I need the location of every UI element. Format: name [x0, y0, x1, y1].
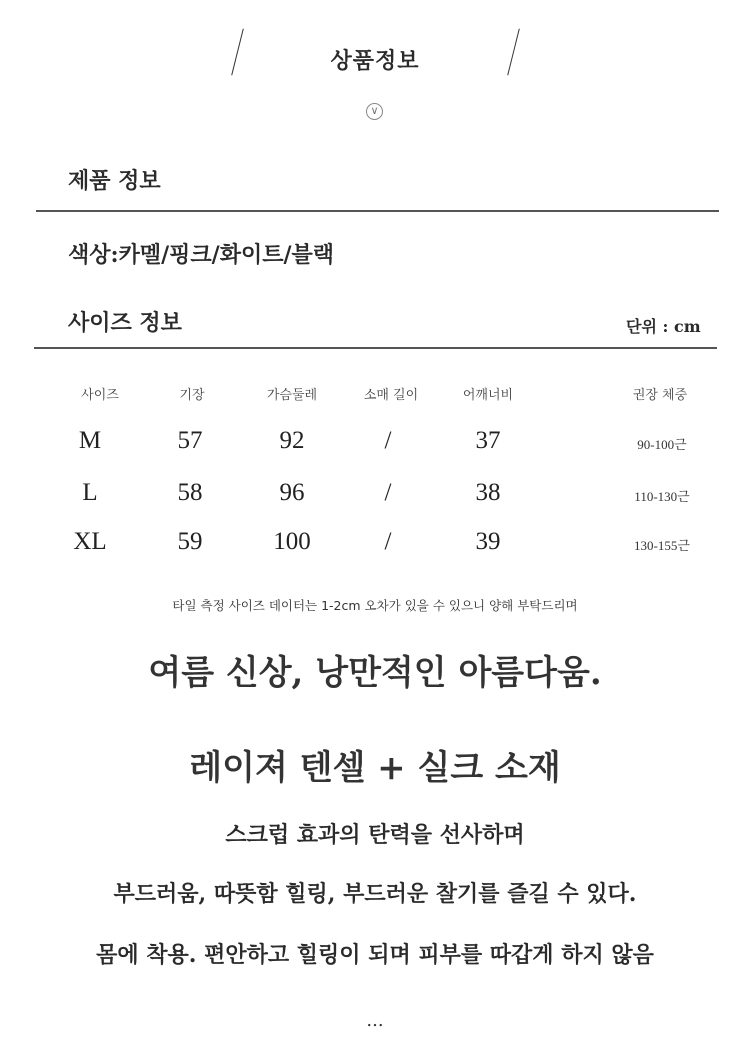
chevron-down-circle-icon: ∨ — [366, 103, 383, 120]
table-cell: 59 — [177, 528, 203, 555]
table-cell: 57 — [177, 427, 203, 454]
ellipsis: ... — [366, 1010, 384, 1031]
table-cell: 110-130근 — [634, 489, 690, 504]
description-line: 부드러움, 따뜻함 힐링, 부드러운 찰기를 즐길 수 있다. — [113, 881, 637, 907]
divider — [34, 347, 717, 349]
table-cell: / — [384, 528, 392, 555]
table-cell: 130-155근 — [634, 538, 690, 553]
promo-headline: 여름 신상, 낭만적인 아름다움. — [148, 653, 602, 693]
table-cell: / — [384, 427, 392, 454]
description-line: 스크럽 효과의 탄력을 선사하며 — [225, 822, 525, 848]
table-cell: 39 — [475, 528, 501, 555]
size-info-title: 사이즈 정보 — [68, 310, 182, 336]
column-header: 사이즈 — [81, 388, 119, 403]
divider — [36, 210, 719, 212]
product-info-title: 제품 정보 — [68, 168, 161, 194]
table-cell: 100 — [273, 528, 311, 555]
table-cell: M — [78, 427, 102, 454]
table-cell: 92 — [279, 427, 305, 454]
table-cell: L — [82, 479, 98, 506]
column-header: 가슴둘레 — [266, 388, 318, 403]
table-cell: 38 — [475, 479, 501, 506]
table-cell: 58 — [177, 479, 203, 506]
table-cell: 37 — [475, 427, 501, 454]
page-title: 상품정보 — [330, 48, 420, 74]
table-cell: 96 — [279, 479, 305, 506]
table-cell: / — [384, 479, 392, 506]
column-header: 소매 길이 — [363, 388, 419, 403]
table-cell: XL — [73, 528, 107, 555]
table-cell: 90-100근 — [637, 437, 687, 452]
unit-label: 단위 : cm — [626, 317, 701, 336]
column-header: 기장 — [179, 388, 205, 403]
column-header: 권장 체중 — [632, 388, 688, 403]
description-line: 몸에 착용. 편안하고 힐링이 되며 피부를 따갑게 하지 않음 — [96, 942, 654, 968]
colors-text: 색상:카멜/핑크/화이트/블랙 — [68, 242, 334, 268]
measurement-note: 타일 측정 사이즈 데이터는 1-2cm 오차가 있을 수 있으니 양해 부탁드리며 — [172, 598, 578, 613]
column-header: 어깨너비 — [462, 388, 514, 403]
material-headline: 레이져 텐셀 + 실크 소재 — [189, 748, 561, 788]
